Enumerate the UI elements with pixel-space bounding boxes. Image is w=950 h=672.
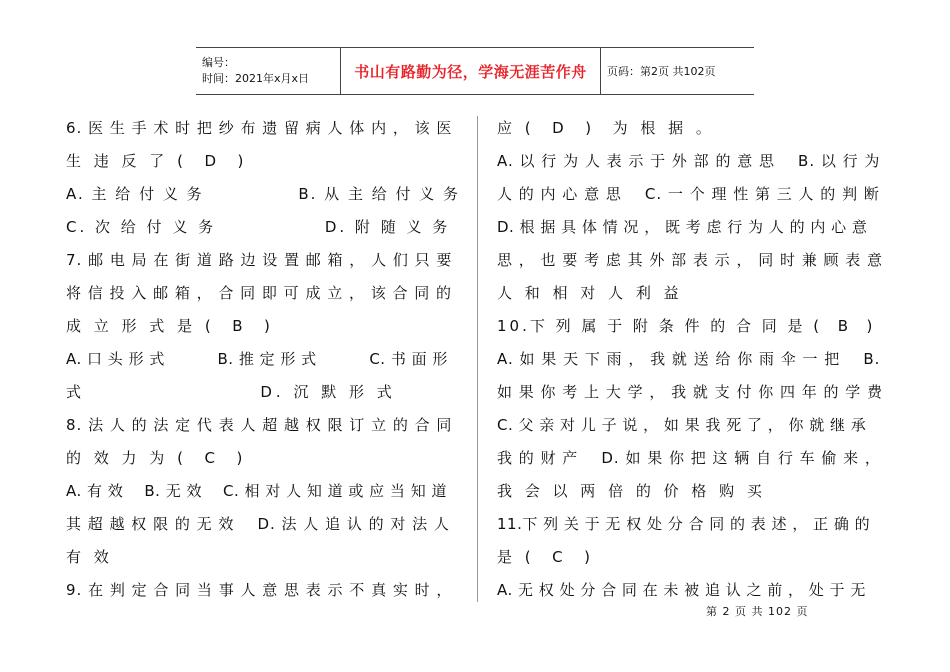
text-line: C. 父 亲 对 儿 子 说 ， 如 果 我 死 了 ， 你 就 继 承 (497, 416, 867, 434)
text-line: 应 ( D ) 为 根 据 。 (497, 119, 715, 137)
text-line: 我 会 以 两 倍 的 价 格 购 买 (497, 482, 766, 500)
text-line: D. 根 据 具 体 情 况 ， 既 考 虑 行 为 人 的 内 心 意 (497, 218, 868, 236)
header-page-info: 页码：第2页 共102页 (607, 65, 716, 78)
text-line: 10.下 列 属 于 附 条 件 的 合 同 是 ( B ) (497, 317, 876, 335)
text-line: 思 ， 也 要 考 虑 其 外 部 表 示 ， 同 时 兼 顾 表 意 (497, 251, 884, 269)
text-line: A. 有 效 B. 无 效 C. 相 对 人 知 道 或 应 当 知 道 (66, 482, 447, 500)
text-line: 7. 邮 电 局 在 街 道 路 边 设 置 邮 箱 ， 人 们 只 要 (66, 251, 453, 269)
page-footer: 第 2 页 共 102 页 (706, 605, 809, 618)
text-line: A. 以 行 为 人 表 示 于 外 部 的 意 思 B. 以 行 为 (497, 152, 881, 170)
text-line: A. 如 果 天 下 雨 ， 我 就 送 给 你 雨 伞 一 把 B. (497, 350, 881, 368)
text-line: 8. 法 人 的 法 定 代 表 人 超 越 权 限 订 立 的 合 同 (66, 416, 453, 434)
text-line: 如 果 你 考 上 大 学 ， 我 就 支 付 你 四 年 的 学 费 (497, 383, 884, 401)
time-label: 时间：2021年x月x日 (202, 72, 310, 85)
text-line: 11.下 列 关 于 无 权 处 分 合 同 的 表 述 ， 正 确 的 (497, 515, 871, 533)
right-column (497, 112, 883, 607)
text-line: 其 超 越 权 限 的 无 效 D. 法 人 追 认 的 对 法 人 (66, 515, 450, 533)
column-divider (477, 116, 478, 602)
text-line: A. 主 给 付 义 务 B. 从 主 给 付 义 务 (66, 185, 461, 203)
text-line: 人 和 相 对 人 利 益 (497, 284, 683, 302)
text-line: 式 D. 沉 默 形 式 (66, 383, 396, 401)
text-line: 我 的 财 产 D. 如 果 你 把 这 辆 自 行 车 偷 来 ， (497, 449, 881, 467)
text-line: 9. 在 判 定 合 同 当 事 人 意 思 表 示 不 真 实 时 ， (66, 581, 453, 599)
header-meta (196, 48, 340, 94)
header-motto: 书山有路勤为径，学海无涯苦作舟 (340, 48, 601, 94)
text-line: A. 口 头 形 式 B. 推 定 形 式 C. 书 面 形 (66, 350, 448, 368)
text-line: 的 效 力 为 ( C ) (66, 449, 247, 467)
text-line: 生 违 反 了 ( D ) (66, 152, 248, 170)
text-line: 有 效 (66, 548, 113, 566)
text-line: 是 ( C ) (497, 548, 595, 566)
text-line: 成 立 形 式 是 ( B ) (66, 317, 274, 335)
text-line: C. 次 给 付 义 务 D. 附 随 义 务 (66, 218, 451, 236)
text-line: A. 无 权 处 分 合 同 在 未 被 追 认 之 前 ， 处 于 无 (497, 581, 866, 599)
page-header (196, 47, 754, 95)
text-line: 将 信 投 入 邮 箱 ， 合 同 即 可 成 立 ， 该 合 同 的 (66, 284, 453, 302)
text-line: 6. 医 生 手 术 时 把 纱 布 遗 留 病 人 体 内 ， 该 医 (66, 119, 453, 137)
number-label: 编号： (202, 56, 235, 69)
left-column (66, 112, 462, 607)
text-line: 人 的 内 心 意 思 C. 一 个 理 性 第 三 人 的 判 断 (497, 185, 880, 203)
